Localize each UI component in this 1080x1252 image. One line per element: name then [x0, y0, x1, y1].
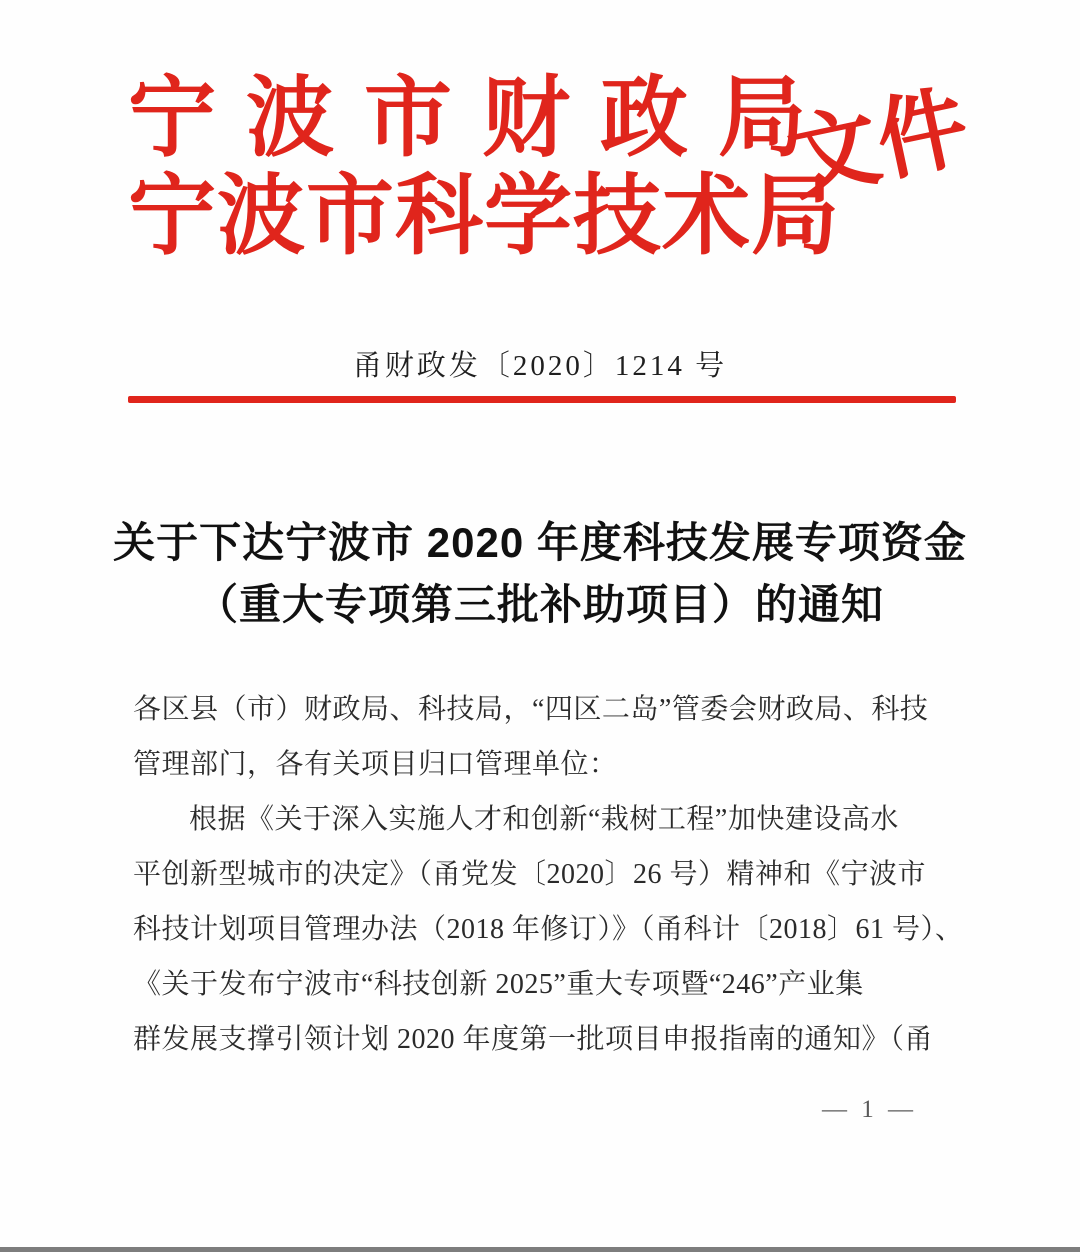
document-body: [133, 682, 964, 1067]
scan-bottom-edge: [0, 1247, 1080, 1252]
agency-name-finance-bureau: 宁波市财政局: [128, 71, 837, 168]
red-divider-rule: [128, 396, 956, 403]
body-line: 群发展支撑引领计划 2020 年度第一批项目申报指南的通知》（甬: [133, 1024, 934, 1055]
document-title: [0, 512, 1080, 636]
body-line: 根据《关于深入实施人才和创新“栽树工程”加快建设高水: [189, 804, 899, 835]
body-line: 管理部门，各有关项目归口管理单位：: [133, 749, 618, 780]
body-line: 各区县（市）财政局、科技局，“四区二岛”管委会财政局、科技: [133, 694, 929, 725]
document-type-label: 文件: [780, 77, 977, 212]
body-line: 平创新型城市的决定》（甬党发〔2020〕26 号）精神和《宁波市: [133, 859, 927, 890]
page-number: — 1 —: [822, 1096, 917, 1123]
document-title-line1: 关于下达宁波市 2020 年度科技发展专项资金: [113, 519, 967, 566]
body-line: 《关于发布宁波市“科技创新 2025”重大专项暨“246”产业集: [133, 969, 864, 1000]
agency-name-science-tech-bureau: 宁波市科学技术局: [128, 169, 841, 266]
document-number: 甬财政发〔2020〕1214 号: [352, 350, 728, 382]
document-title-line2: （重大专项第三批补助项目）的通知: [195, 581, 884, 628]
body-line: 科技计划项目管理办法（2018 年修订）》（甬科计〔2018〕61 号）、: [133, 914, 964, 945]
